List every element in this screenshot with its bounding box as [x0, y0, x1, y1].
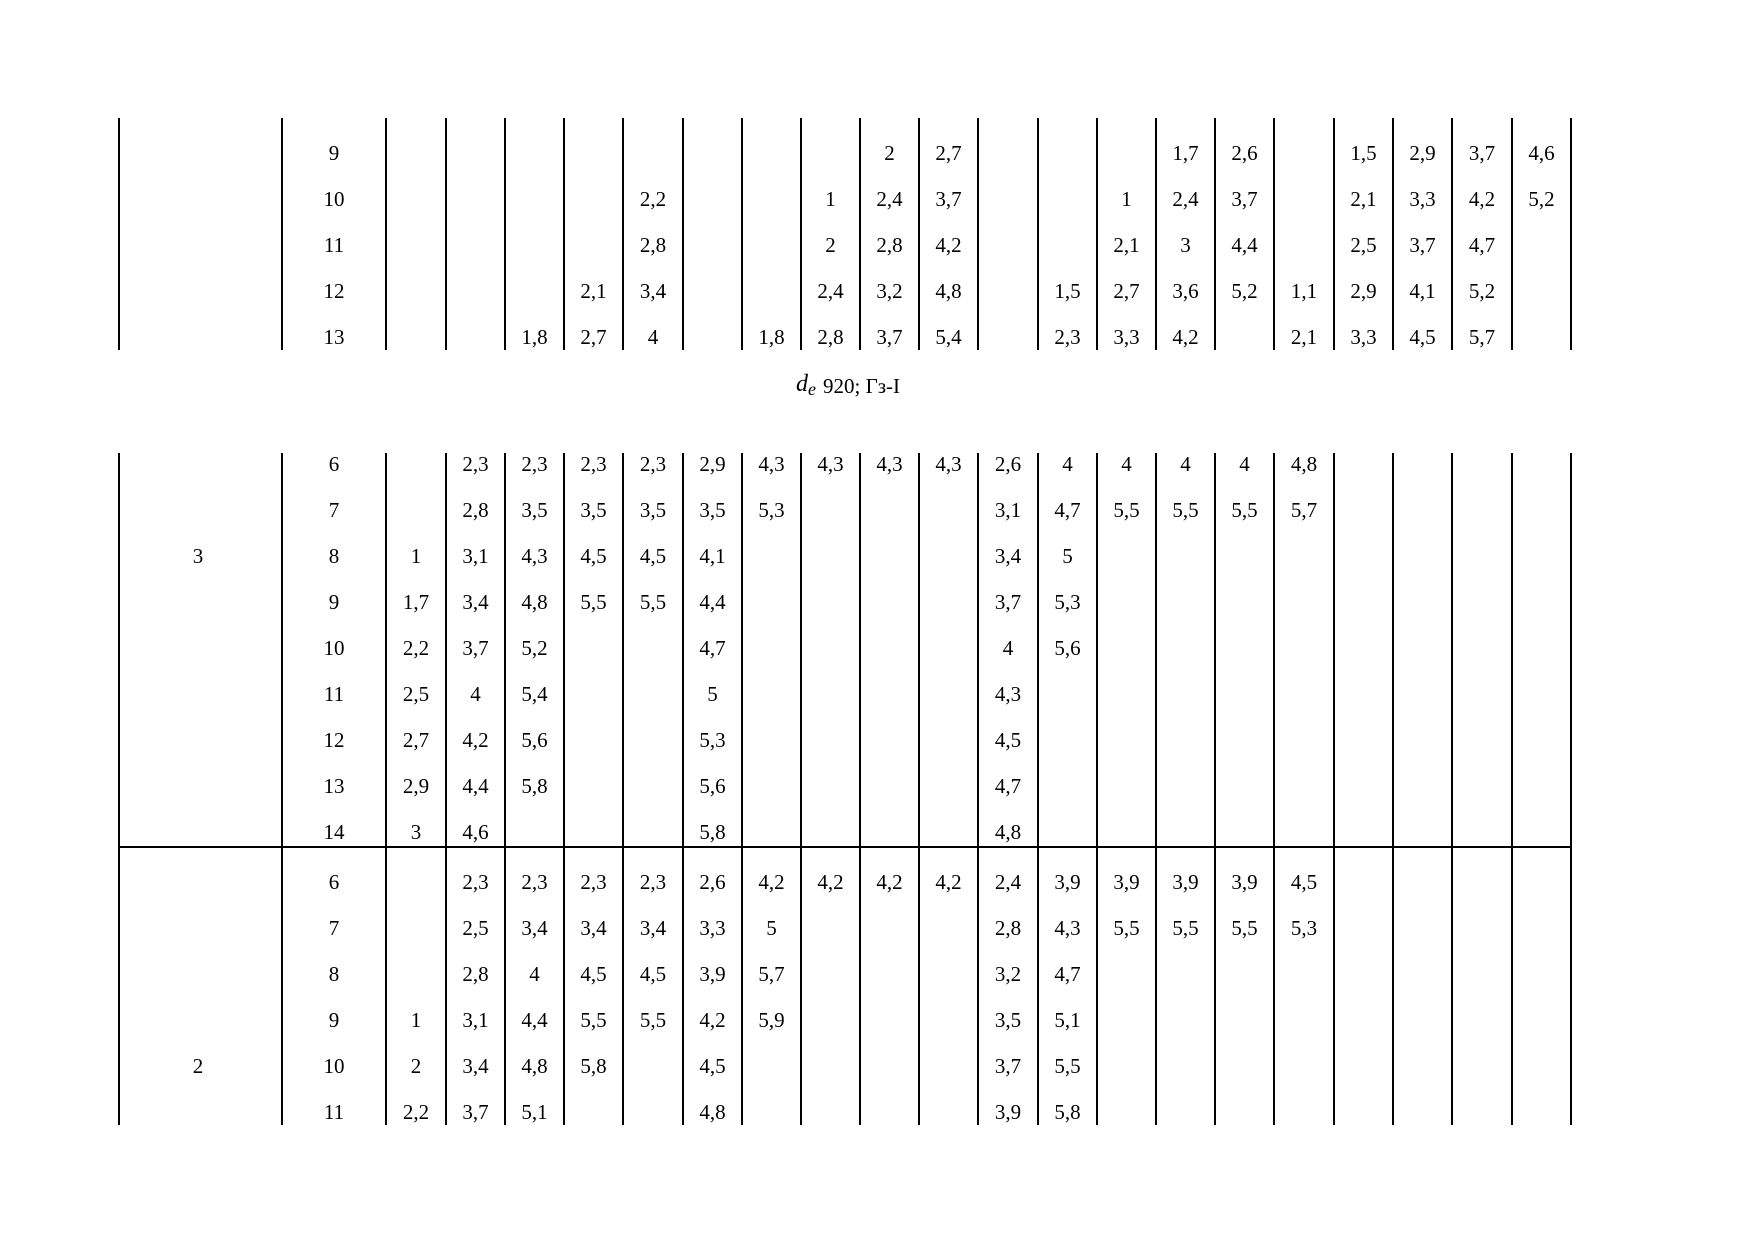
table-cell: 4,8 — [521, 1054, 548, 1078]
table-cell: 3,9 — [1231, 870, 1258, 894]
table-cell: 4 — [1180, 452, 1191, 476]
table-cell: 3 — [410, 820, 422, 844]
row-number: 7 — [328, 498, 340, 522]
column-rule — [859, 453, 861, 847]
table-cell: 2,3 — [580, 870, 607, 894]
table-cell: 2,6 — [1231, 141, 1258, 165]
table-cell: 4,1 — [1409, 279, 1436, 303]
table-cell: 3,9 — [1113, 870, 1140, 894]
table-cell: 5,8 — [580, 1054, 607, 1078]
table-cell: 2,3 — [580, 452, 607, 476]
table-cell: 5 — [1062, 544, 1073, 568]
table-cell: 2,4 — [1172, 187, 1199, 211]
table-cell: 2,1 — [1350, 187, 1377, 211]
table-cell: 2,1 — [1290, 325, 1318, 349]
row-number: 7 — [328, 916, 340, 940]
table-cell: 5,4 — [521, 682, 548, 706]
table-cell: 3,7 — [876, 325, 903, 349]
table-cell: 4 — [647, 325, 659, 349]
column-rule — [281, 847, 283, 1125]
table-cell: 4,2 — [1172, 325, 1199, 349]
table-cell: 3,4 — [462, 590, 489, 614]
table-cell: 5,5 — [1172, 498, 1199, 522]
table-cell: 4,2 — [1468, 187, 1496, 211]
table-cell: 2,5 — [462, 916, 489, 940]
column-rule — [1570, 453, 1572, 847]
table-cell: 2,8 — [639, 233, 667, 257]
row-number: 9 — [328, 590, 340, 614]
table-cell: 1 — [1121, 187, 1132, 211]
table-cell: 4,5 — [580, 962, 607, 986]
table-cell: 3,1 — [462, 544, 489, 568]
table-cell: 4,5 — [1409, 325, 1436, 349]
table-cell: 3,7 — [1468, 141, 1496, 165]
column-rule — [1451, 847, 1453, 1125]
table-cell: 3,2 — [876, 279, 903, 303]
table-cell: 2,8 — [817, 325, 844, 349]
table-cell: 5 — [707, 682, 718, 706]
table-cell: 3,3 — [1409, 187, 1436, 211]
table-cell: 5,8 — [699, 820, 726, 844]
table-cell: 4,8 — [935, 279, 962, 303]
column-rule — [1570, 847, 1572, 1125]
table-cell: 4,4 — [1231, 233, 1258, 257]
table-cell: 2,1 — [580, 279, 607, 303]
table-cell: 5,5 — [1172, 916, 1199, 940]
table-cell: 2,3 — [521, 452, 548, 476]
table-cell: 2,3 — [462, 870, 489, 894]
row-number: 12 — [323, 279, 345, 303]
table-cell: 5,5 — [1113, 916, 1140, 940]
table-cell: 3,7 — [462, 636, 489, 660]
table-cell: 2,2 — [639, 187, 667, 211]
column-rule — [385, 847, 387, 1125]
table-cell: 3,9 — [1054, 870, 1081, 894]
table-cell: 4,2 — [817, 870, 844, 894]
table-cell: 5,5 — [1054, 1054, 1081, 1078]
table-cell: 5,3 — [699, 728, 726, 752]
table-cell: 4,3 — [1054, 916, 1081, 940]
column-rule — [1392, 453, 1394, 847]
column-rule — [118, 453, 120, 847]
table-cell: 4,3 — [994, 682, 1022, 706]
table-cell: 5,5 — [1113, 498, 1140, 522]
table-cell: 5,3 — [1290, 916, 1318, 940]
table-cell: 5 — [766, 916, 777, 940]
table-cell: 4,2 — [758, 870, 785, 894]
table-cell: 2,8 — [462, 498, 489, 522]
table-cell: 2,3 — [639, 870, 667, 894]
table-cell: 4,4 — [521, 1008, 548, 1032]
table-cell: 1,7 — [1172, 141, 1199, 165]
table-cell: 4,7 — [1054, 498, 1081, 522]
row-number: 10 — [323, 636, 345, 660]
table-cell: 3,4 — [521, 916, 548, 940]
table-cell: 5,7 — [1290, 498, 1318, 522]
table-cell: 5,4 — [935, 325, 962, 349]
table-cell: 5,8 — [1054, 1100, 1081, 1124]
table-cell: 4 — [1002, 636, 1014, 660]
table-cell: 4,3 — [817, 452, 844, 476]
table-cell: 4,5 — [699, 1054, 726, 1078]
table-cell: 3,3 — [1113, 325, 1140, 349]
table-cell: 2,6 — [699, 870, 726, 894]
column-rule — [563, 118, 565, 350]
table-cell: 3,5 — [994, 1008, 1022, 1032]
table-cell: 4,6 — [462, 820, 489, 844]
table-cell: 2,1 — [1113, 233, 1140, 257]
row-number: 9 — [328, 1008, 340, 1032]
table-cell: 5,6 — [1054, 636, 1081, 660]
table-cell: 1,5 — [1350, 141, 1377, 165]
table-cell: 4 — [529, 962, 540, 986]
table-cell: 2,4 — [994, 870, 1022, 894]
table-cell: 4,2 — [935, 870, 962, 894]
table-cell: 1 — [410, 1008, 422, 1032]
table-cell: 4,8 — [994, 820, 1022, 844]
table-cell: 2,2 — [402, 636, 430, 660]
table-cell: 3,4 — [580, 916, 607, 940]
row-number: 12 — [323, 728, 345, 752]
table-cell: 4,2 — [462, 728, 489, 752]
table-cell: 3,7 — [1409, 233, 1436, 257]
column-rule — [118, 118, 120, 350]
row-number: 8 — [328, 962, 340, 986]
row-number: 9 — [328, 141, 340, 165]
table-cell: 5,6 — [521, 728, 548, 752]
table-cell: 2,2 — [402, 1100, 430, 1124]
table-cell: 3,7 — [462, 1100, 489, 1124]
column-rule — [281, 118, 283, 350]
table-cell: 2,9 — [699, 452, 726, 476]
table-cell: 1 — [825, 187, 836, 211]
table-cell: 2,9 — [1409, 141, 1436, 165]
column-rule — [1392, 847, 1394, 1125]
table-cell: 4,3 — [758, 452, 785, 476]
table-cell: 4,8 — [699, 1100, 726, 1124]
table-cell: 5,2 — [1468, 279, 1496, 303]
table-cell: 1,5 — [1054, 279, 1081, 303]
table-cell: 3,7 — [994, 590, 1022, 614]
table-cell: 5,8 — [521, 774, 548, 798]
table-cell: 3,1 — [462, 1008, 489, 1032]
table-cell: 5,7 — [758, 962, 785, 986]
table-cell: 4,3 — [521, 544, 548, 568]
table-cell: 2,7 — [580, 325, 607, 349]
table-cell: 2 — [410, 1054, 422, 1078]
table-cell: 4,8 — [521, 590, 548, 614]
table-cell: 4,7 — [1054, 962, 1081, 986]
table-cell: 4,2 — [699, 1008, 726, 1032]
table-cell: 5,1 — [521, 1100, 548, 1124]
table-cell: 3,4 — [639, 279, 667, 303]
row-rule — [119, 846, 1571, 848]
table-cell: 3,6 — [1172, 279, 1199, 303]
table-cell: 3,9 — [994, 1100, 1022, 1124]
table-cell: 4,6 — [1528, 141, 1555, 165]
table-cell: 3,5 — [580, 498, 607, 522]
table-cell: 3,3 — [1350, 325, 1377, 349]
table-caption — [796, 372, 816, 401]
column-rule — [1511, 847, 1513, 1125]
table-cell: 2,4 — [876, 187, 903, 211]
column-rule — [504, 118, 506, 350]
table-cell: 2,3 — [521, 870, 548, 894]
table-cell: 3 — [1180, 233, 1191, 257]
table-cell: 3,9 — [1172, 870, 1199, 894]
caption-text: 920; Гз-I — [823, 374, 901, 398]
table-cell: 3,7 — [1231, 187, 1258, 211]
table-cell: 5,6 — [699, 774, 726, 798]
table-cell: 3,1 — [994, 498, 1022, 522]
row-number: 8 — [328, 544, 340, 568]
table-cell: 4,3 — [935, 452, 962, 476]
table-cell: 2,5 — [1350, 233, 1377, 257]
column-rule — [1511, 453, 1513, 847]
table-cell: 2,4 — [817, 279, 844, 303]
table-cell: 4 — [1121, 452, 1132, 476]
table-cell: 4 — [470, 682, 481, 706]
table-cell: 4,7 — [994, 774, 1022, 798]
table-cell: 5,5 — [1231, 498, 1258, 522]
table-cell: 3,4 — [462, 1054, 489, 1078]
table-cell: 4,3 — [876, 452, 903, 476]
table-cell: 4,2 — [876, 870, 903, 894]
column-rule — [445, 118, 447, 350]
table-cell: 3,5 — [521, 498, 548, 522]
table-cell: 5,5 — [580, 590, 607, 614]
row-number: 10 — [323, 1054, 345, 1078]
table-cell: 5,2 — [521, 636, 548, 660]
table-cell: 4,7 — [1468, 233, 1496, 257]
table-cell: 2 — [825, 233, 836, 257]
table-cell: 1,8 — [521, 325, 548, 349]
column-rule — [741, 118, 743, 350]
column-rule — [1037, 118, 1039, 350]
table-cell: 3,5 — [639, 498, 667, 522]
table-cell: 4,5 — [639, 544, 667, 568]
table-cell: 5,5 — [639, 590, 667, 614]
column-rule — [918, 453, 920, 847]
table-cell: 2 — [884, 141, 895, 165]
row-number: 10 — [323, 187, 345, 211]
table-cell: 3,7 — [935, 187, 962, 211]
table-cell: 4,5 — [994, 728, 1022, 752]
table-cell: 5,9 — [758, 1008, 785, 1032]
table-cell: 4,2 — [935, 233, 962, 257]
table-cell: 5,2 — [1231, 279, 1258, 303]
table-cell: 5,1 — [1054, 1008, 1081, 1032]
table-cell: 2,3 — [1054, 325, 1081, 349]
table-cell: 4,8 — [1290, 452, 1318, 476]
table-cell: 2,7 — [935, 141, 962, 165]
row-number: 6 — [328, 870, 340, 894]
row-number: 14 — [323, 820, 345, 844]
column-rule — [1451, 453, 1453, 847]
table-cell: 2,3 — [462, 452, 489, 476]
row-number: 11 — [323, 682, 345, 706]
row-number: 6 — [328, 452, 340, 476]
column-rule — [385, 118, 387, 350]
row-number: 13 — [323, 774, 345, 798]
group-label: 3 — [192, 544, 204, 568]
table-cell: 1,8 — [758, 325, 785, 349]
table-cell: 5,2 — [1528, 187, 1555, 211]
table-cell: 4,4 — [462, 774, 489, 798]
table-cell: 2,9 — [1350, 279, 1377, 303]
table-cell: 5,5 — [580, 1008, 607, 1032]
table-cell: 4,1 — [699, 544, 726, 568]
table-cell: 3,4 — [639, 916, 667, 940]
table-cell: 1,7 — [402, 590, 430, 614]
table-cell: 2,6 — [994, 452, 1022, 476]
table-cell: 4,7 — [699, 636, 726, 660]
table-cell: 3,4 — [994, 544, 1022, 568]
column-rule — [281, 453, 283, 847]
table-cell: 5,5 — [639, 1008, 667, 1032]
column-rule — [118, 847, 120, 1125]
table-cell: 3,2 — [994, 962, 1022, 986]
table-cell: 5,5 — [1231, 916, 1258, 940]
table-cell: 2,8 — [462, 962, 489, 986]
table-cell: 2,7 — [1113, 279, 1140, 303]
table-cell: 3,3 — [699, 916, 726, 940]
table-cell: 5,7 — [1468, 325, 1496, 349]
table-cell: 4,5 — [1290, 870, 1318, 894]
table-cell: 3,9 — [699, 962, 726, 986]
table-cell: 4,5 — [639, 962, 667, 986]
table-cell: 2,3 — [639, 452, 667, 476]
caption-symbol: $d_e$ — [796, 371, 816, 399]
table-cell: 4,4 — [699, 590, 726, 614]
table-cell: 4 — [1239, 452, 1250, 476]
table-cell: 3,5 — [699, 498, 726, 522]
table-cell: 1,1 — [1290, 279, 1318, 303]
table-cell: 2,5 — [402, 682, 430, 706]
table-cell: 2,9 — [402, 774, 430, 798]
table-cell: 2,8 — [876, 233, 903, 257]
group-label: 2 — [192, 1054, 204, 1078]
row-number: 11 — [323, 1100, 345, 1124]
table-cell: 5,3 — [1054, 590, 1081, 614]
table-cell: 2,7 — [402, 728, 430, 752]
table-cell: 3,7 — [994, 1054, 1022, 1078]
row-number: 11 — [323, 233, 345, 257]
table-cell: 2,8 — [994, 916, 1022, 940]
table-cell: 4 — [1062, 452, 1073, 476]
table-cell: 1 — [410, 544, 422, 568]
table-cell: 4,5 — [580, 544, 607, 568]
table-cell: 5,3 — [758, 498, 785, 522]
row-number: 13 — [323, 325, 345, 349]
